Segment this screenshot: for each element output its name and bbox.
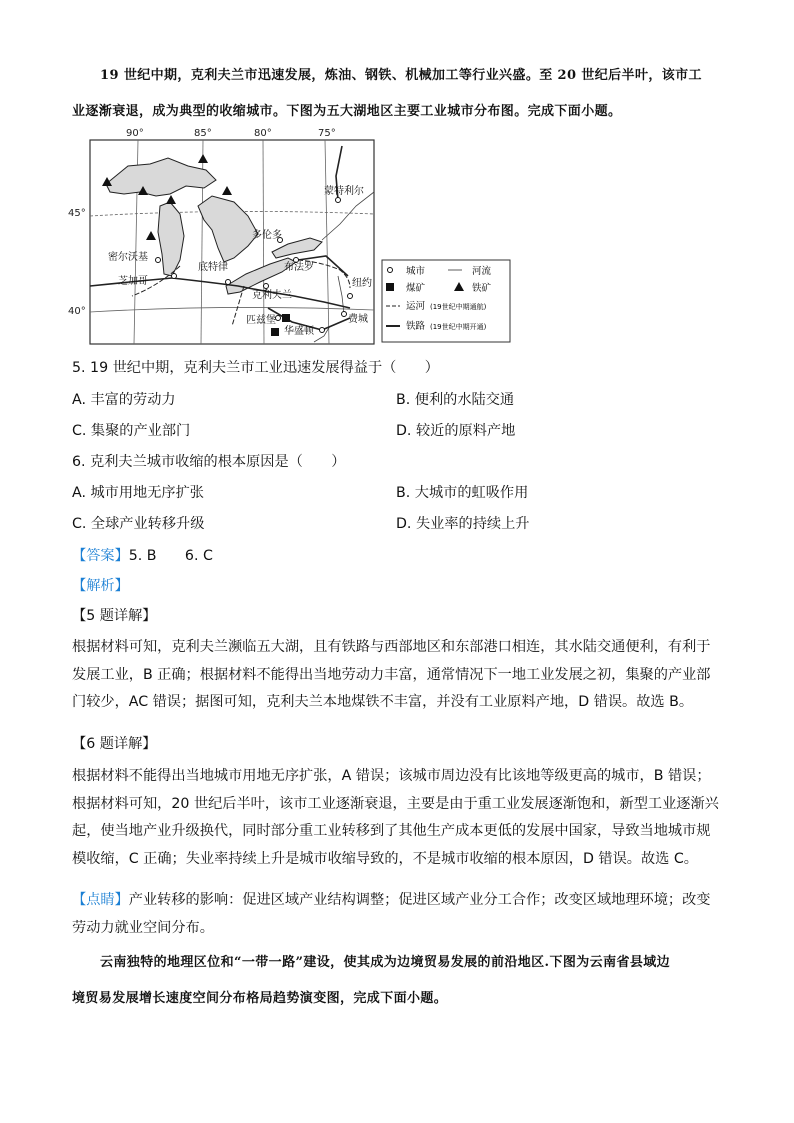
q5-option-c: C. 集聚的产业部门	[72, 423, 191, 439]
answer-label: 【答案】	[72, 548, 129, 564]
legend-city-icon	[388, 268, 393, 273]
city-dot-philadelphia	[342, 312, 347, 317]
city-label: 芝加哥	[118, 276, 148, 287]
detail5-body: 根据材料可知，克利夫兰濒临五大湖，且有铁路与西部地区和东部港口相连，其水陆交通便利，有利于发展工业，B 正确；根据材料不能得出当地劳动力丰富，通常情况下一地工业发展之初，集聚的产业部门较少，AC 错误；据图可知，克利夫兰本地煤铁不丰富，并没有工业原料产地，D 错误。故选 B。	[72, 639, 711, 710]
great-lakes-map	[68, 128, 528, 346]
lat-label-40: 40°	[68, 306, 86, 317]
q5-stem: 5. 19 世纪中期，克利夫兰市工业迅速发展得益于（ ）	[72, 360, 439, 376]
q6-option-a: A. 城市用地无序扩张	[72, 485, 204, 501]
intro-line: 业逐渐衰退，成为典型的收缩城市。下图为五大湖地区主要工业城市分布图。完成下面小题。	[72, 104, 622, 119]
answer-line	[72, 545, 213, 565]
lon-label-90: 90°	[126, 128, 144, 139]
q6-option-d: D. 失业率的持续上升	[396, 516, 530, 532]
intro-line: 19 世纪中期，克利夫兰市迅速发展，炼油、钢铁、机械加工等行业兴盛。至 20 世纪后半叶，该市工	[100, 68, 702, 83]
detail6-title: 【6 题详解】	[72, 736, 157, 752]
q5-option-b: B. 便利的水陆交通	[396, 392, 515, 408]
legend-coal-label: 煤矿	[406, 283, 426, 294]
legend-canal-label: 运河	[406, 301, 426, 312]
detail5-title: 【5 题详解】	[72, 608, 157, 624]
lat-label-45: 45°	[68, 208, 86, 219]
city-label: 费城	[348, 314, 368, 325]
city-label: 克利夫兰	[252, 290, 292, 301]
city-dot-pittsburgh	[276, 316, 281, 321]
intro2-line: 境贸易发展增长速度空间分布格局趋势演变图，完成下面小题。	[72, 991, 448, 1006]
answer-text: 5. B 6. C	[128, 548, 213, 564]
lon-label-75: 75°	[318, 128, 336, 139]
city-label: 多伦多	[252, 230, 282, 241]
analysis-label	[72, 575, 129, 595]
legend-iron-label: 铁矿	[472, 283, 492, 294]
detail6-body: 根据材料不能得出当地城市用地无序扩张，A 错误；该城市周边没有比该地等级更高的城市，B 错误；根据材料可知，20 世纪后半叶，该市工业逐渐衰退，主要是由于重工业发展逐渐饱和，新型工业逐渐兴起，使当地产业升级换代，同时部分重工业转移到了其他生产成本更低的发展中国家，导致当地城市规模收缩，C 正确；失业率持续上升是城市收缩导致的，不是城市收缩的根本原因，D 错误。故选 C。	[72, 768, 719, 867]
q6-stem: 6. 克利夫兰城市收缩的根本原因是（ ）	[72, 454, 346, 470]
legend-rail-label: 铁路	[406, 321, 426, 332]
city-dot-washington	[320, 328, 325, 333]
lon-label-80: 80°	[254, 128, 272, 139]
lon-label-85: 85°	[194, 128, 212, 139]
intro-paragraph-1	[72, 58, 722, 130]
city-label: 布法罗	[284, 262, 314, 273]
q6-option-c: C. 全球产业转移升级	[72, 516, 205, 532]
city-dot-chicago	[172, 274, 177, 279]
city-dot-detroit	[226, 280, 231, 285]
intro2-line: 云南独特的地理区位和“一带一路”建设，使其成为边境贸易发展的前沿地区.下图为云南省县域边	[100, 955, 671, 970]
legend-city-label: 城市	[406, 266, 426, 277]
legend-rail-note: (19世纪中期开通)	[430, 323, 487, 331]
legend-coal-icon	[386, 283, 394, 291]
legend-river-label: 河流	[472, 266, 492, 277]
q5-option-a: A. 丰富的劳动力	[72, 392, 176, 408]
legend-canal-note: (19世纪中期通航)	[430, 303, 487, 311]
city-label: 底特律	[198, 262, 228, 273]
q6-option-b: B. 大城市的虹吸作用	[396, 485, 529, 501]
city-label: 密尔沃基	[108, 252, 148, 263]
city-label: 匹兹堡	[246, 315, 276, 326]
intro-paragraph-2	[72, 945, 722, 1017]
q5-option-d: D. 较近的原料产地	[396, 423, 516, 439]
map-legend	[382, 260, 510, 342]
city-dot-cleveland	[264, 284, 269, 289]
tip-body: 产业转移的影响：促进区域产业结构调整；促进区域产业分工合作；改变区域地理环境；改变劳动力就业空间分布。	[72, 892, 711, 936]
city-dot-newyork	[348, 294, 353, 299]
tip-paragraph	[72, 887, 722, 942]
coal-icon	[271, 328, 279, 336]
tip-label: 【点睛】	[72, 892, 129, 908]
city-label: 华盛顿	[284, 326, 314, 337]
city-dot-montreal	[336, 198, 341, 203]
city-label: 蒙特利尔	[324, 186, 364, 197]
city-label: 纽约	[352, 278, 372, 289]
city-dot-milwaukee	[156, 258, 161, 263]
analysis-label-text: 【解析】	[72, 578, 129, 594]
coal-icon	[282, 314, 290, 322]
